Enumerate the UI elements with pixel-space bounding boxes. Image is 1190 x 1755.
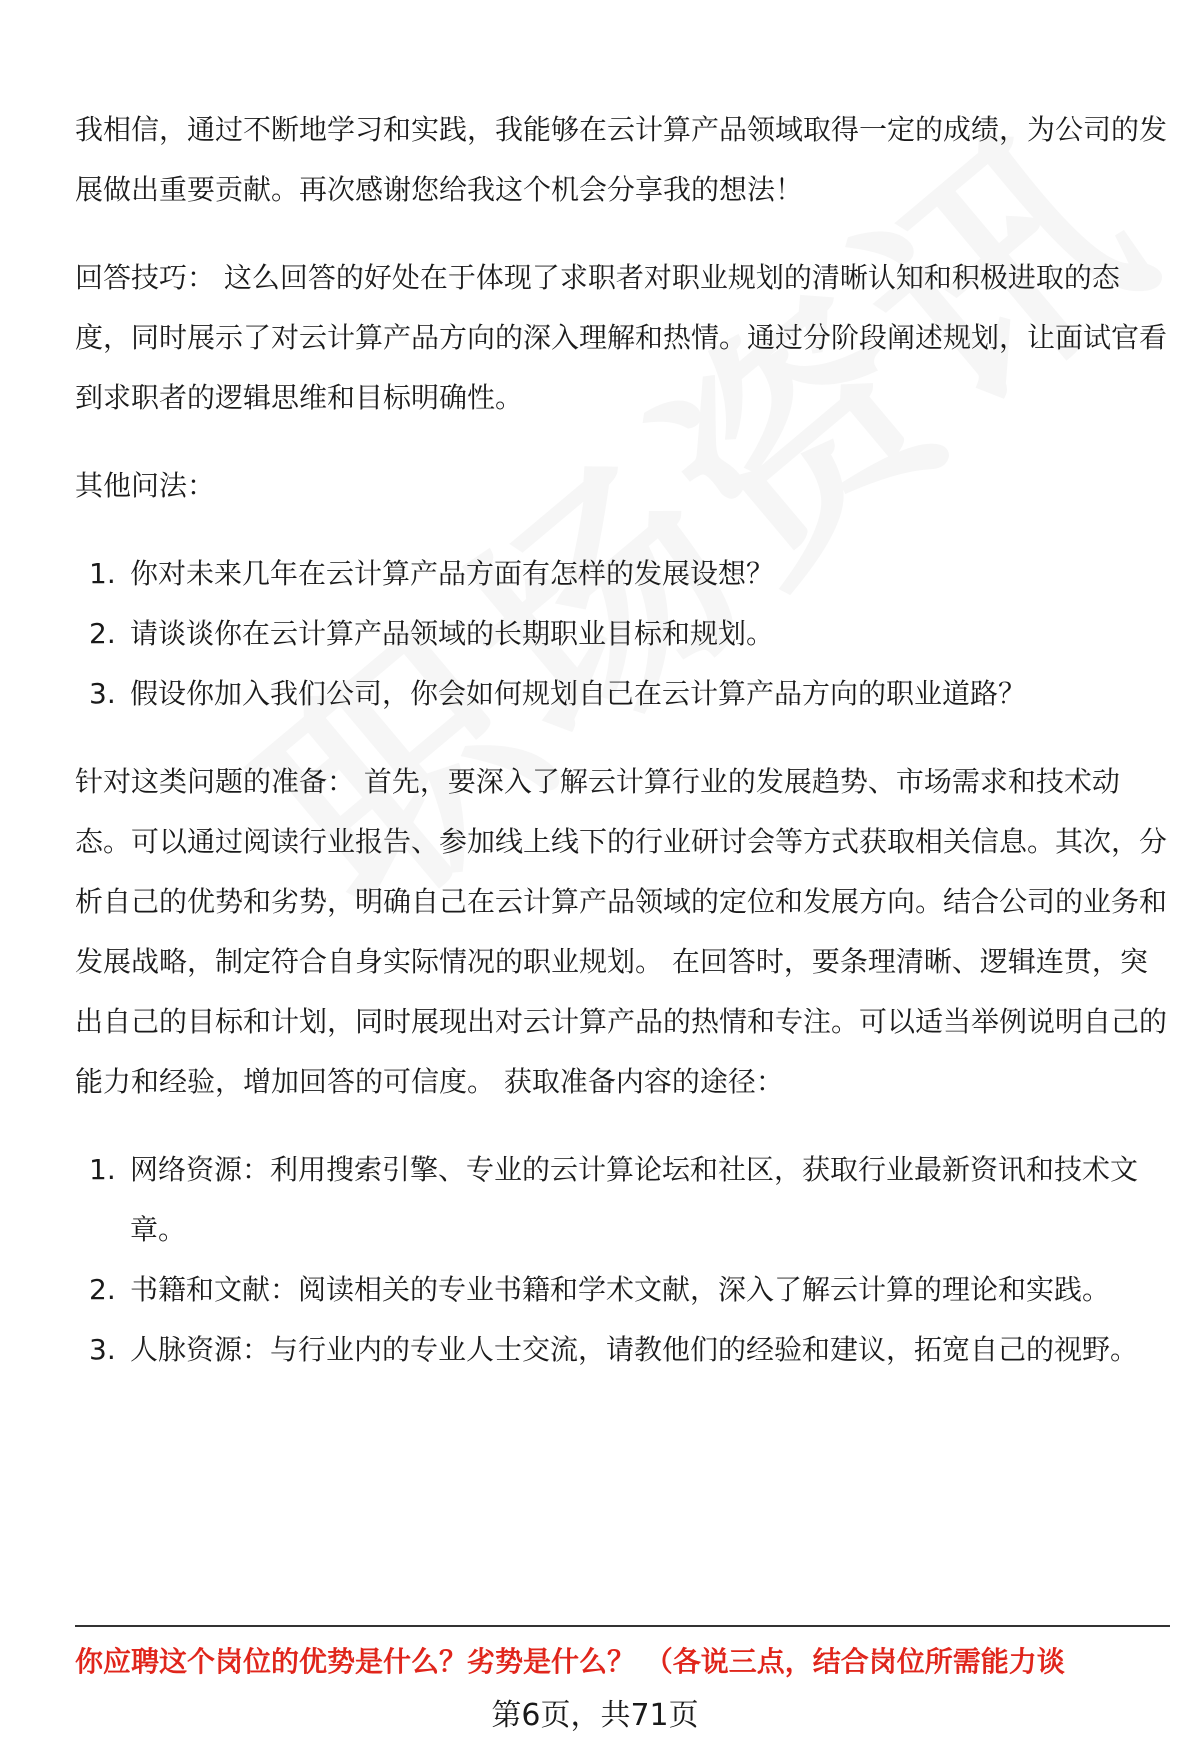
list-text: 书籍和文献：阅读相关的专业书籍和学术文献，深入了解云计算的理论和实践。	[130, 1273, 1111, 1306]
list-number: 3.	[89, 1333, 116, 1366]
list-item	[75, 544, 1170, 604]
paragraph-answer-tips: 回答技巧： 这么回答的好处在于体现了求职者对职业规划的清晰认知和积极进取的态度，同时展示了对云计算产品方向的深入理解和热情。通过分阶段阐述规划，让面试官看到求职者的逻辑思维和目标明确性。	[75, 261, 1168, 414]
list-text: 你对未来几年在云计算产品方面有怎样的发展设想？	[130, 557, 775, 590]
list-text: 人脉资源：与行业内的专业人士交流，请教他们的经验和建议，拓宽自己的视野。	[130, 1333, 1139, 1366]
section-divider	[75, 1625, 1170, 1627]
list-number: 2.	[89, 1273, 116, 1306]
paragraph-other-questions-label: 其他问法：	[75, 469, 216, 502]
document-body	[75, 100, 1170, 1408]
list-item	[75, 1260, 1170, 1320]
list-item	[75, 664, 1170, 724]
list-number: 1.	[89, 1153, 116, 1186]
paragraph-preparation: 针对这类问题的准备： 首先，要深入了解云计算行业的发展趋势、市场需求和技术动态。可以通过阅读行业报告、参加线上线下的行业研讨会等方式获取相关信息。其次，分析自己的优势和劣势，明确自己在云计算产品领域的定位和发展方向。结合公司的业务和发展战略，制定符合自身实际情况的职业规划。 在回答时，要条理清晰、逻辑连贯，突出自己的目标和计划，同时展现出对云计算产品的热情和专注。可以适当举例说明自己的能力和经验，增加回答的可信度。 获取准备内容的途径：	[75, 765, 1168, 1098]
next-question-heading: 你应聘这个岗位的优势是什么？劣势是什么？ （各说三点，结合岗位所需能力谈	[75, 1645, 1065, 1678]
other-questions-list	[75, 544, 1170, 724]
list-text: 假设你加入我们公司，你会如何规划自己在云计算产品方向的职业道路？	[130, 677, 1027, 710]
paragraph-closing: 我相信，通过不断地学习和实践，我能够在云计算产品领域取得一定的成绩，为公司的发展做出重要贡献。再次感谢您给我这个机会分享我的想法！	[75, 113, 1168, 206]
list-number: 2.	[89, 617, 116, 650]
page-number: 第6页，共71页	[491, 1698, 699, 1733]
list-number: 3.	[89, 677, 116, 710]
list-item	[75, 1320, 1170, 1380]
list-text: 请谈谈你在云计算产品领域的长期职业目标和规划。	[130, 617, 775, 650]
resources-list	[75, 1140, 1170, 1380]
list-text: 网络资源：利用搜索引擎、专业的云计算论坛和社区，获取行业最新资讯和技术文章。	[130, 1153, 1139, 1246]
list-item	[75, 1140, 1170, 1260]
list-item	[75, 604, 1170, 664]
list-number: 1.	[89, 557, 116, 590]
